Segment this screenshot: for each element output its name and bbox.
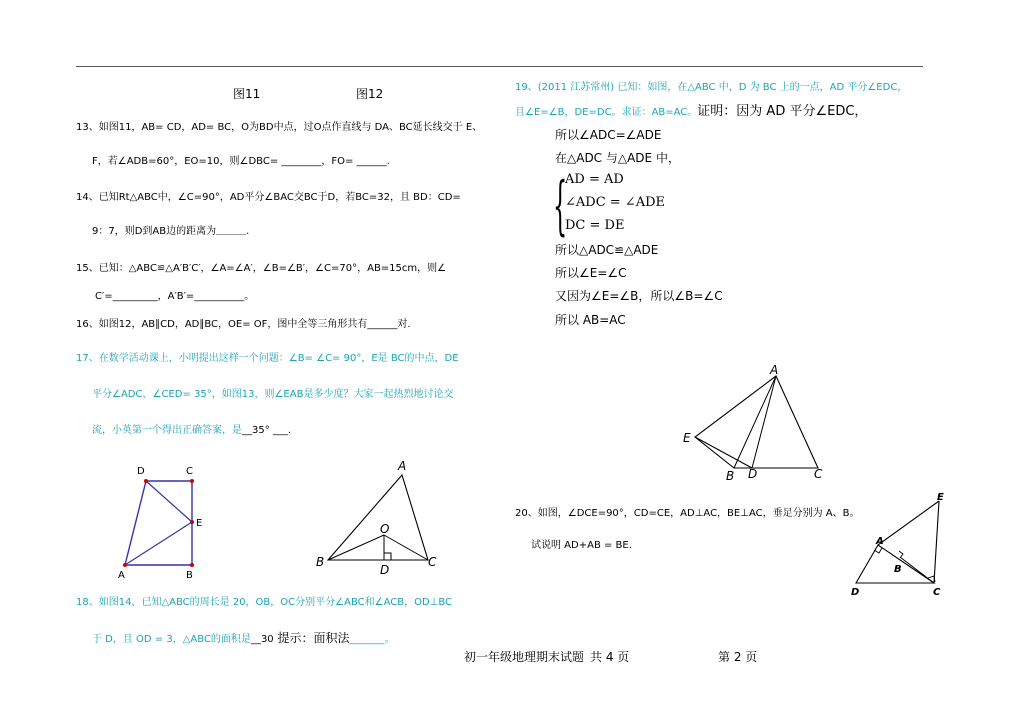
fig19-label-c: C [814, 467, 823, 481]
footer-title: 初一年级地理期末试题 [464, 650, 585, 664]
q19-proof-5: 又因为∠E=∠B，所以∠B=∠C [555, 289, 723, 303]
fig19-line-ab [734, 376, 776, 468]
q15-line2: C′=_________，A′B′=__________。 [95, 291, 255, 302]
fig20-line-ce [934, 501, 939, 583]
fig19-label-a: A [770, 363, 779, 377]
q19-system-1: AD = AD [565, 172, 624, 187]
footer-page-number: 第 2 页 [718, 650, 758, 664]
q18-line1: 18、如图14，已知△ABC的周长是 20，OB，OC分别平分∠ABC和∠ACB，OD⊥BC [76, 597, 453, 608]
fig13-line-ae [125, 522, 192, 565]
fig20-right-angle-b [899, 551, 903, 558]
fig19-outline [695, 376, 818, 468]
q19-line1: 19、(2011 江苏常州) 已知：如图，在△ABC 中，D 为 BC 上的一点，AD 平分∠EDC， [515, 82, 908, 93]
footer-total-pages: 共 4 页 [590, 650, 630, 664]
fig13-trapezoid [125, 481, 192, 565]
fig20-line-bc [900, 557, 934, 583]
figure-14 [310, 455, 450, 580]
figure-20 [845, 490, 955, 605]
figure-19 [680, 362, 840, 484]
figure-13 [110, 462, 220, 584]
fig20-label-c: C [933, 587, 941, 598]
q20-line2: 试说明 AD+AB = BE. [531, 540, 632, 551]
fig20-label-d: D [851, 587, 860, 598]
fig14-label-o: O [380, 522, 390, 536]
fig20-label-b: B [894, 564, 902, 575]
q19-proof-3: 所以△ADC≌△ADE [555, 243, 659, 257]
fig14-label-b: B [316, 555, 325, 569]
q19-system-2: ∠ADC = ∠ADE [565, 195, 666, 210]
q19-system-3: DC = DE [565, 218, 625, 233]
fig14-triangle [328, 475, 428, 560]
fig13-line-de [146, 481, 192, 522]
fig19-line-ad [752, 376, 776, 468]
q18-line2 [92, 631, 395, 647]
q20-line1: 20、如图，∠DCE=90°，CD=CE，AD⊥AC，BE⊥AC，垂足分别为 A、B。 [515, 508, 860, 519]
q14-line1: 14、已知Rt△ABC中，∠C=90°，AD平分∠BAC交BC于D，若BC=32，且 BD：CD= [76, 192, 461, 203]
q18-hint: 提示：面积法 [273, 631, 350, 645]
fig13-label-a: A [118, 570, 125, 581]
q19-proof-4: 所以∠E=∠C [555, 266, 627, 280]
fig19-label-b: B [726, 469, 735, 483]
q19-line2-text: 且∠E=∠B，DE=DC。求证：AB=AC。 [515, 107, 698, 118]
fig14-right-angle [384, 553, 391, 560]
fig19-label-d: D [748, 467, 758, 481]
q19-system-brace: { [553, 169, 568, 243]
fig12-caption: 图12 [356, 87, 384, 101]
fig11-caption: 图11 [233, 87, 261, 101]
q15-line1: 15、已知：△ABC≌△A′B′C′，∠A=∠A′，∠B=∠B′，∠C=70°，AB=15cm，则∠ [76, 263, 447, 274]
header-rule [76, 66, 923, 67]
fig19-label-e: E [683, 431, 691, 445]
fig20-label-a: A [876, 536, 884, 547]
fig14-label-a: A [398, 459, 407, 473]
q19-proof-2: 在△ADC 与△ADE 中， [555, 151, 680, 165]
q17-answer: __35° ___. [242, 425, 292, 436]
fig13-label-b: B [186, 570, 193, 581]
fig13-label-d: D [137, 466, 145, 477]
q13-line2: F，若∠ADB=60°，EO=10，则∠DBC= ________，FO= ______. [92, 156, 390, 167]
q16-line1: 16、如图12，AB∥CD，AD∥BC，OE= OF，图中全等三角形共有______对. [76, 319, 411, 330]
q14-line2: 9：7，则D到AB边的距离为＿＿＿. [92, 226, 250, 237]
q18-line2-text: 于 D，且 OD = 3，△ABC的面积是 [92, 634, 251, 645]
fig13-point-d [144, 479, 148, 483]
q17-line3-text: 流，小英第一个得出正确答案，是 [92, 425, 242, 436]
fig14-label-d: D [380, 563, 390, 577]
fig20-label-e: E [937, 492, 944, 503]
fig13-point-c [190, 479, 194, 483]
q19-proof-start: 证明：因为 AD 平分∠EDC， [697, 104, 868, 119]
fig13-label-c: C [186, 466, 193, 477]
q18-blank: _______。 [349, 634, 395, 645]
q19-line2 [515, 105, 867, 120]
q19-proof-6: 所以 AB=AC [555, 313, 626, 327]
fig14-line-ob [328, 535, 384, 560]
fig13-point-a [123, 563, 127, 567]
q19-proof-1: 所以∠ADC=∠ADE [555, 128, 662, 142]
q17-line1: 17、在数学活动课上，小明提出这样一个问题：∠B= ∠C= 90°，E是 BC的中点，DE [76, 353, 459, 364]
fig19-line-ed [695, 437, 752, 468]
fig20-line-ae [878, 501, 939, 545]
q13-line1: 13、如图11，AB= CD，AD= BC，O为BD中点，过O点作直线与 DA、BC延长线交于 E、 [76, 122, 483, 133]
q17-line2: 平分∠ADC，∠CED= 35°，如图13，则∠EAB是多少度？大家一起热烈地讨论交 [92, 389, 454, 400]
fig14-label-c: C [428, 555, 437, 569]
q17-line3 [92, 424, 291, 438]
q18-answer: __30 [250, 634, 274, 645]
fig13-label-e: E [196, 518, 203, 529]
fig13-point-e [190, 520, 194, 524]
fig13-point-b [190, 563, 194, 567]
